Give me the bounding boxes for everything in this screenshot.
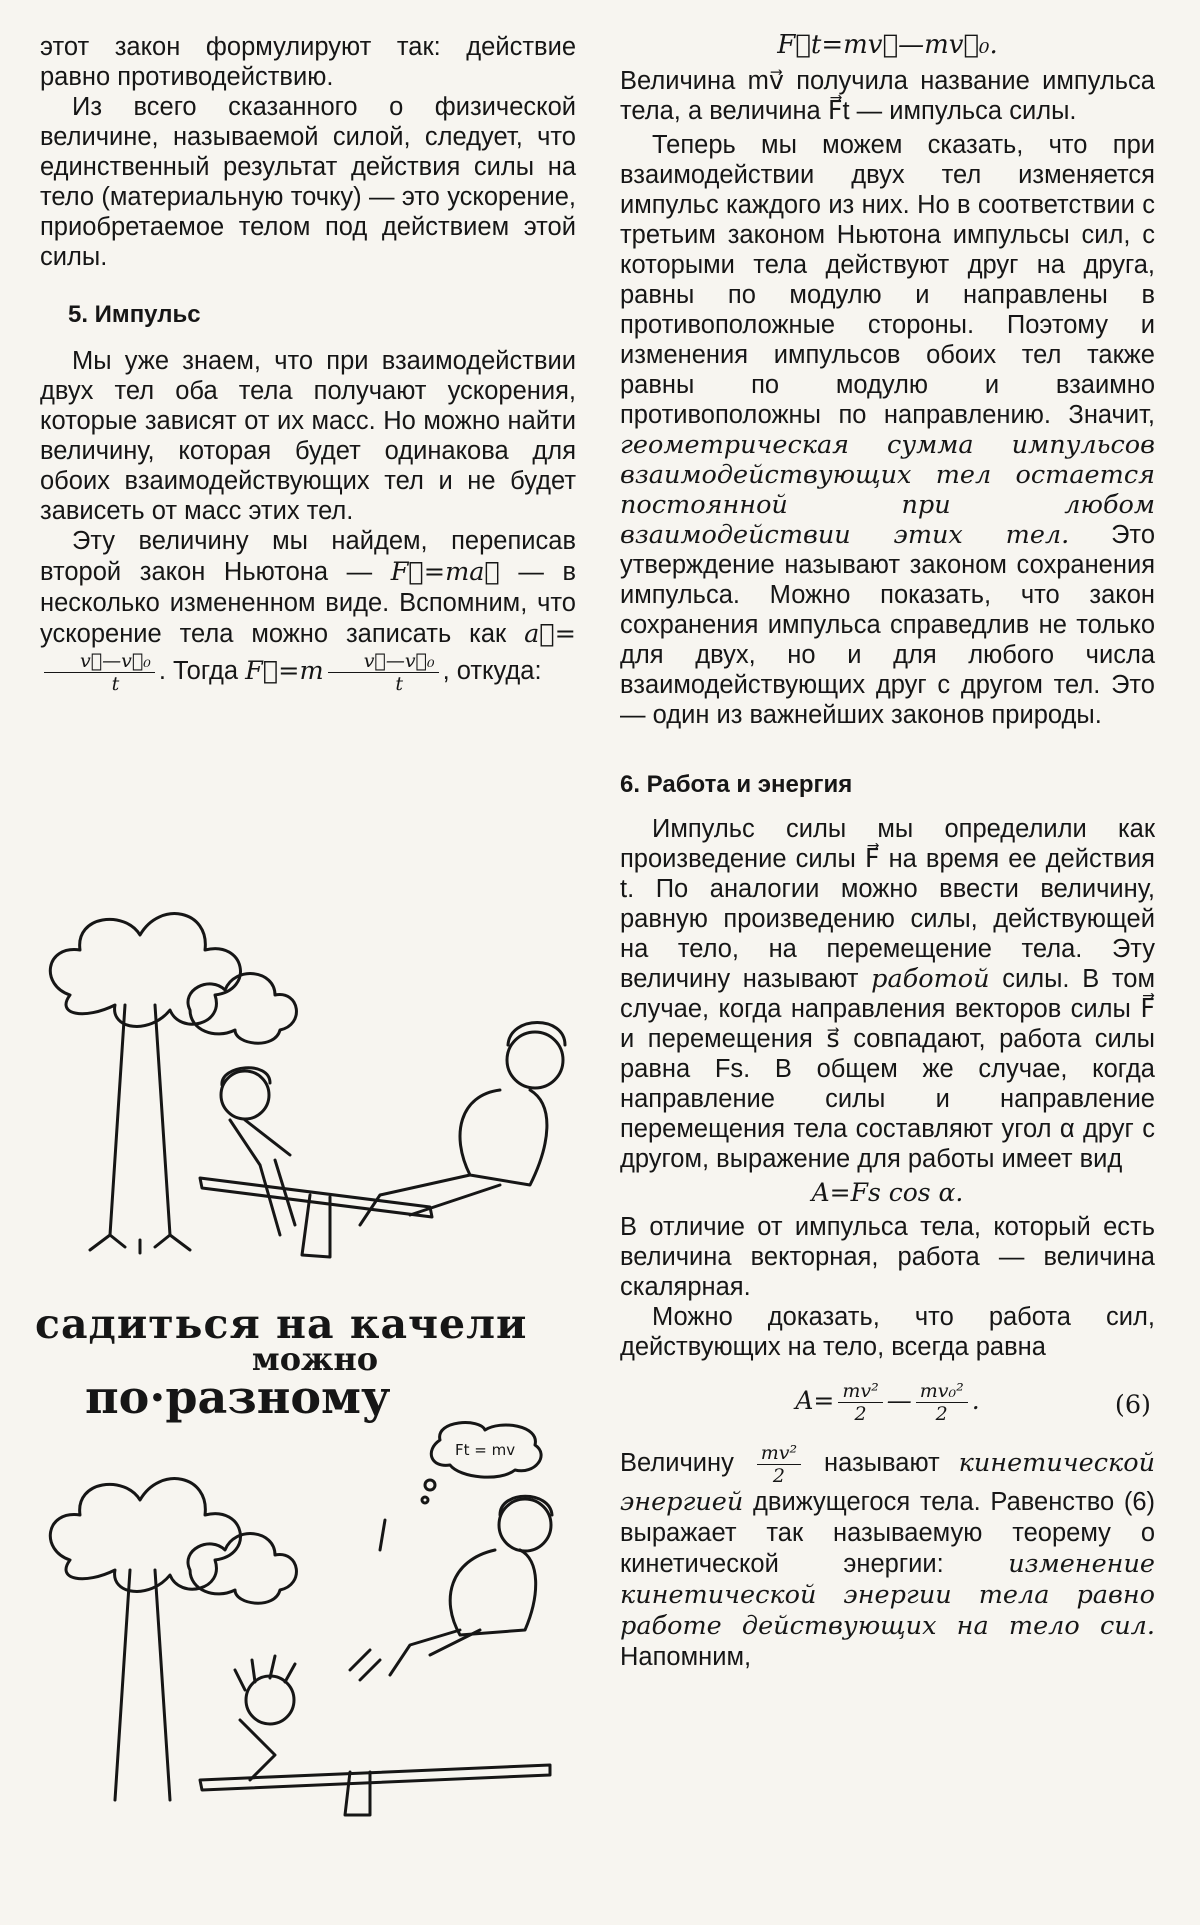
formula-impulse: F⃗t=mv⃗—mv⃗₀. — [777, 30, 998, 60]
boy-body — [240, 1720, 275, 1780]
text: называют — [824, 1449, 940, 1478]
fraction — [916, 1380, 968, 1425]
formula-kinetic: A= $\frac{\text{mv²}}{2}$ — $\frac{\text{mv₀²}}{2}$ . — [795, 1380, 980, 1425]
paragraph: Мы уже знаем, что при взаимодействии двух тел оба тела получают ускорения, которые зависят от их масс. Но можно найти величину, которая будет одинакова для обоих взаимодействующих тел и не будет зависеть от масс этих тел. — [40, 347, 576, 525]
caption-line: можно — [251, 1340, 379, 1378]
italic-text: кинетической энергией — [620, 1448, 1156, 1517]
tree-crown-right — [188, 974, 296, 1044]
text: — — [886, 1386, 912, 1415]
fraction-denominator: 2 — [935, 1403, 948, 1425]
text: , откуда: — [442, 657, 542, 686]
man-body — [450, 1550, 536, 1635]
paragraph — [620, 1442, 1155, 1673]
text: — в несколько измененном виде. Вспомним, что ускорение тела можно записать как — [40, 558, 576, 648]
tree-trunk — [115, 1570, 170, 1800]
formula-accel: a⃗= — [524, 619, 577, 649]
caption-line: по·разному — [85, 1370, 391, 1424]
tree-roots — [90, 1235, 190, 1253]
section-heading-5: 5. Импульс — [68, 301, 201, 328]
tree-crown — [50, 1479, 240, 1592]
fraction-denominator: 2 — [772, 1465, 785, 1487]
text: Теперь мы можем сказать, что при взаимодействии двух тел изменяется импульс каждого из них. Но в соответствии с третьим законом Ньютона импульсы сил, с которыми тела действуют друг на друга, равны по модулю и направлены в противоположные стороны. Поэтому и изменения импульсов обоих тел также равны по модулю и взаимно противоположны по направлению. Значит, — [620, 131, 1155, 429]
fraction-numerator: mv² — [838, 1380, 882, 1403]
text: Эту величину мы найдем, переписав второй закон Ньютона — — [40, 527, 576, 586]
formula-newton: F⃗=ma⃗ — [390, 557, 500, 587]
motion-lines — [350, 1520, 385, 1680]
italic-text: геометрическая сумма импульсов взаимодействующих тел остается постоянной при любом взаимодействии этих тел. — [620, 430, 1155, 550]
text: Величину — [620, 1449, 734, 1478]
cartoon-seesaw-top — [30, 895, 590, 1275]
boy-body — [230, 1120, 295, 1235]
text: Это утверждение называют законом сохранения импульса. Можно показать, что закон сохранения импульса справедлив не только для двух, но и для любого числа взаимодействующих друг с другом тел. Это — один из важнейших законов природы. — [620, 521, 1155, 729]
text: движущегося тела. Равенство (6) выражает так называемую теорему о кинетической энергии: — [620, 1488, 1156, 1578]
text: Импульс силы мы определили как произведение силы F⃗ на время ее действия t. По аналогии можно ввести величину, равную произведению силы, действующей на тело, на перемещение тела. Эту величину называют — [620, 815, 1155, 993]
boy-head — [246, 1676, 294, 1724]
fraction — [44, 650, 155, 695]
paragraph — [40, 526, 576, 695]
left-column — [40, 32, 576, 695]
man-head — [499, 1499, 551, 1551]
cartoon-seesaw-bottom — [30, 1420, 590, 1820]
italic-text: работой — [871, 964, 990, 994]
paragraph: Из всего сказанного о физической величине, называемой силой, следует, что единственный результат действия силы на тело (материальную точку) — это ускорение, приобретаемое телом под действием этой силы. — [40, 93, 576, 271]
formula-work: A=Fs cos α. — [811, 1178, 964, 1207]
paragraph — [620, 130, 1155, 730]
fraction-numerator: v⃗—v⃗₀ — [328, 650, 439, 673]
section-heading-6: 6. Работа и энергия — [620, 771, 853, 798]
caption-line: садиться на качели — [35, 1300, 528, 1348]
right-column — [620, 32, 1155, 1673]
paragraph — [620, 814, 1155, 1174]
tree-trunk — [110, 1005, 170, 1235]
text: Напомним, — [620, 1643, 752, 1671]
text: A= — [795, 1386, 835, 1415]
paragraph: Можно доказать, что работа сил, действующих на тело, всегда равна — [620, 1303, 1155, 1361]
seesaw-pivot — [345, 1772, 370, 1815]
boy-hair — [235, 1656, 295, 1690]
fraction — [838, 1380, 882, 1425]
tree-crown — [50, 914, 240, 1027]
formula-force: F⃗=m — [245, 656, 324, 687]
thought-bubble-text: Ft = mv — [455, 1441, 516, 1459]
cartoon-caption — [35, 1300, 595, 1424]
man-legs — [390, 1630, 480, 1675]
text: . Тогда — [158, 657, 239, 686]
paragraph: Величина mv⃗ получила название импульса тела, а величина F⃗t — импульса силы. — [620, 67, 1155, 125]
man-head — [507, 1032, 563, 1088]
paragraph: В отличие от импульса тела, который есть величина векторная, работа — величина скалярная. — [620, 1213, 1155, 1301]
seesaw-plank — [200, 1178, 432, 1217]
fraction-numerator: mv₀² — [916, 1380, 968, 1403]
italic-text: изменение кинетической энергии тела равно работе действующих на тело сил. — [620, 1549, 1155, 1641]
fraction-denominator: t — [111, 673, 120, 695]
paragraph: этот закон формулируют так: действие равно противодействию. — [40, 33, 576, 91]
fraction-denominator: t — [395, 673, 403, 695]
fraction — [757, 1442, 801, 1487]
fraction-numerator: v⃗—v⃗₀ — [44, 650, 155, 673]
fraction-numerator: mv² — [757, 1442, 801, 1465]
fraction-denominator: 2 — [854, 1403, 867, 1425]
text: силы. В том случае, когда направления векторов силы F⃗ и перемещения s⃗ совпадают, работа силы равна Fs. В общем же случае, когда направление силы и направление перемещения тела составляют угол α друг с другом, выражение для работы имеет вид — [620, 965, 1155, 1173]
equation-number: (6) — [1114, 1390, 1151, 1420]
boy-head — [221, 1071, 269, 1119]
tree-crown-right — [188, 1534, 296, 1604]
formula-kinetic-block — [620, 1372, 1155, 1432]
man-body — [460, 1090, 547, 1185]
fraction — [328, 650, 439, 695]
